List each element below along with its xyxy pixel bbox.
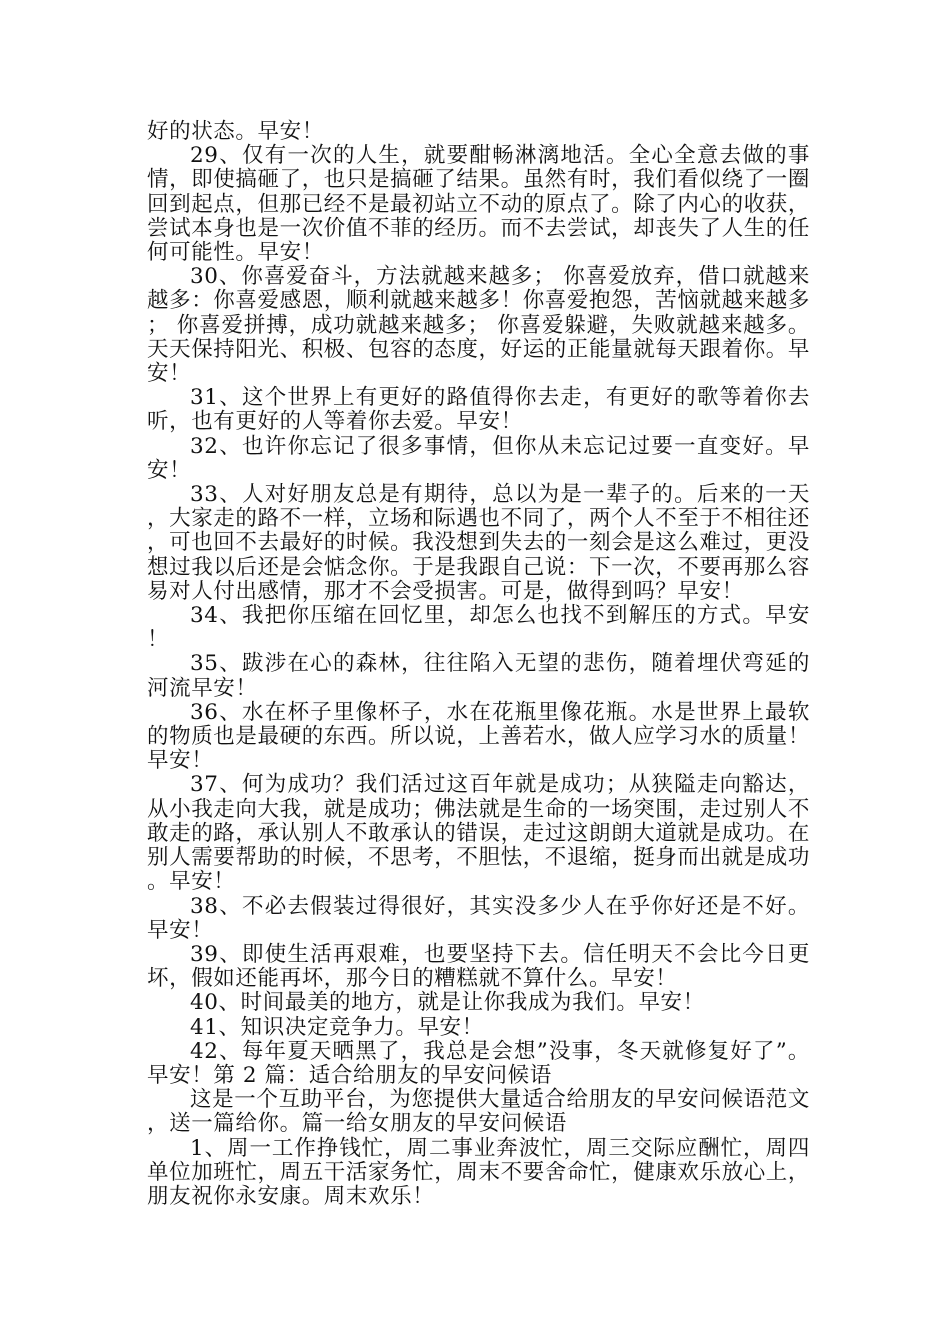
paragraph-1: 1、周一工作挣钱忙，周二事业奔波忙，周三交际应酬忙，周四单位加班忙，周五干活家务忙，周末不要舍命忙，健康欢乐放心上，朋友祝你永安康。周末欢乐！	[147, 1135, 811, 1209]
paragraph-36: 36、水在杯子里像杯子，水在花瓶里像花瓶。水是世界上最软的物质也是最硬的东西。所以说，上善若水，做人应学习水的质量！早安！	[147, 699, 811, 774]
paragraph-continuation: 好的状态。早安！	[147, 119, 324, 144]
paragraph-37: 37、何为成功？我们活过这百年就是成功；从狭隘走向豁达，从小我走向大我，就是成功；佛法就是生命的一场突围，走过别人不敢走的路，承认别人不敢承认的错误，走过这朗朗大道就是成功。在别人需要帮助的时候，不思考，不胆怯，不退缩，挺身而出就是成功。早安！	[147, 772, 811, 895]
paragraph-42: 42、每年夏天晒黑了，我总是会想”没事，冬天就修复好了”。早安！第 2 篇：适合给朋友的早安问候语	[147, 1038, 810, 1088]
paragraph-33: 33、人对好朋友总是有期待，总以为是一辈子的。后来的一天，大家走的路不一样，立场和际遇也不同了，两个人不至于不相往还，可也回不去最好的时候。我没想到失去的一刻会是这么难过，更没想过我以后还是会惦念你。于是我跟自己说：下一次，不要再那么容易对人付出感情，那才不会受损害。可是，做得到吗？早安！	[147, 482, 811, 604]
paragraph-41: 41、知识决定竞争力。早安！	[190, 1014, 484, 1040]
paragraph-40: 40、时间最美的地方，就是让你我成为我们。早安！	[190, 990, 705, 1016]
paragraph-intro: 这是一个互助平台，为您提供大量适合给朋友的早安问候语范文，送一篇给你。篇一给女朋友的早安问候语	[147, 1087, 810, 1137]
paragraph-34: 34、我把你压缩在回忆里，却怎么也找不到解压的方式。早安！	[147, 603, 810, 653]
paragraph-35: 35、跋涉在心的森林，往往陷入无望的悲伤，随着埋伏弯延的河流早安！	[147, 651, 810, 701]
paragraph-39: 39、即使生活再艰难，也要坚持下去。信任明天不会比今日更坏，假如还能再坏，那今日的糟糕就不算什么。早安！	[147, 941, 810, 992]
paragraph-38: 38、不必去假装过得很好，其实没多少人在乎你好还是不好。早安！	[147, 893, 810, 943]
paragraph-32: 32、也许你忘记了很多事情，但你从未忘记过要一直变好。早安！	[147, 433, 810, 483]
paragraph-29: 29、仅有一次的人生，就要酣畅淋漓地活。全心全意去做的事情，即使搞砸了，也只是搞砸了结果。虽然有时，我们看似绕了一圈回到起点，但那已经不是最初站立不动的原点了。除了内心的收获，尝试本身也是一次价值不菲的经历。而不去尝试，却丧失了人生的任何可能性。早安！	[147, 143, 811, 266]
paragraph-31: 31、这个世界上有更好的路值得你去走，有更好的歌等着你去听，也有更好的人等着你去爱。早安！	[147, 385, 810, 435]
document-body	[147, 120, 810, 1209]
paragraph-30: 30、你喜爱奋斗，方法就越来越多； 你喜爱放弃，借口就越来越多：你喜爱感恩，顺利就越来越多！你喜爱抱怨，苦恼就越来越多； 你喜爱拼搏，成功就越来越多； 你喜爱躲避，失败就越来越多。 天天保持阳光、积极、包容的态度，好运的正能量就每天跟着你。早安！	[147, 264, 811, 387]
